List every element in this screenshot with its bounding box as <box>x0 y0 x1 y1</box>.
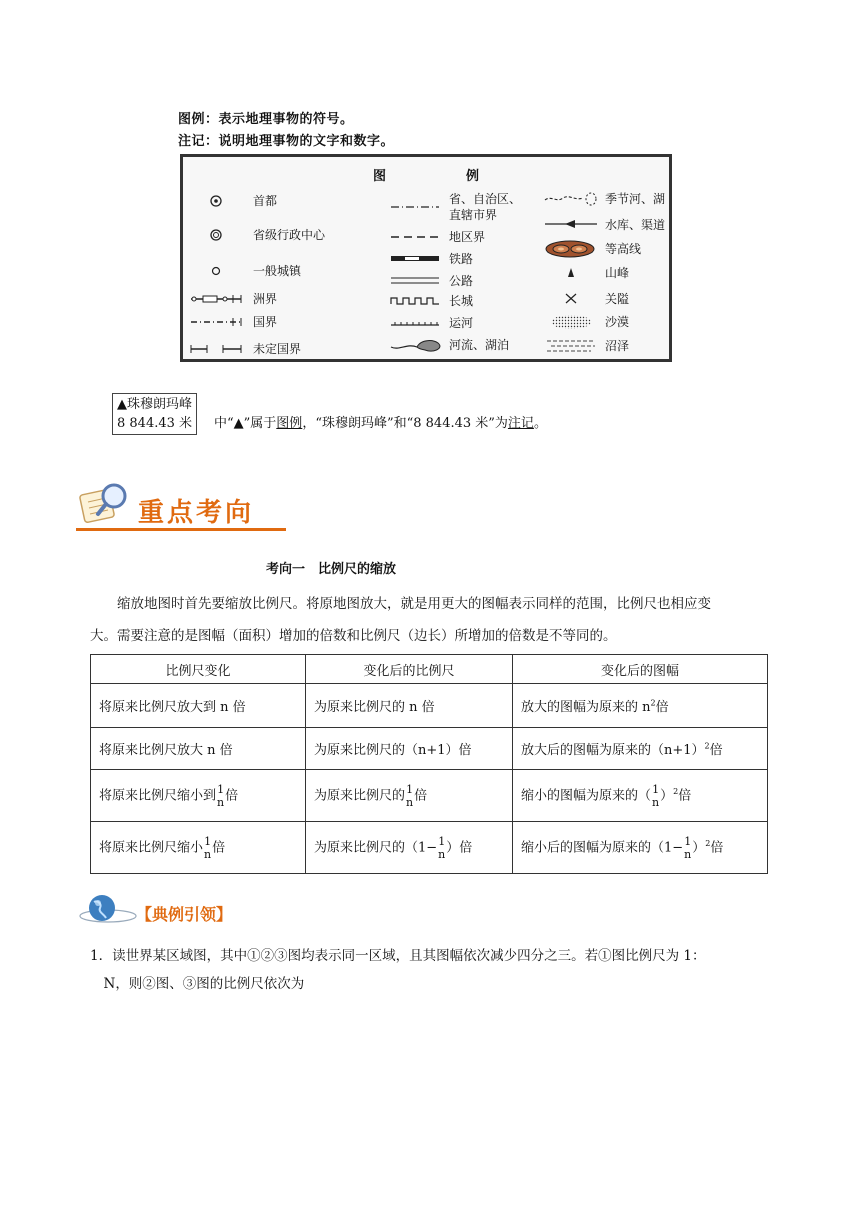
table-row <box>91 822 768 874</box>
legend-reservoir: 水库、渠道 <box>543 217 673 233</box>
note-term: 注记 <box>507 416 534 431</box>
figure-caption-2: 注记：说明地理事物的文字和数字。 <box>178 134 395 149</box>
table-cell: 将原来比例尺缩小到 1 n 倍 <box>91 770 306 822</box>
table-cell: 为原来比例尺的（n+1）倍 <box>306 728 513 770</box>
table-cell: 放大后的图幅为原来的$(n+1)^2$倍 <box>513 728 768 770</box>
continent-boundary-icon <box>189 291 243 309</box>
globe-icon <box>78 892 138 930</box>
contour-icon <box>543 239 599 263</box>
undetermined-boundary-icon <box>189 341 243 359</box>
legend-title: 图 例 <box>372 169 480 184</box>
legend-national-boundary: 国界 <box>189 314 359 330</box>
table-cell: 为原来比例尺的 n 倍 <box>306 684 513 728</box>
table-header: 比例尺变化 <box>91 655 306 684</box>
legend-district-boundary: 地区界 <box>389 229 539 245</box>
scale-change-table <box>90 654 768 874</box>
seasonal-river-icon <box>543 191 599 211</box>
legend-undetermined-boundary: 未定国界 <box>189 341 359 357</box>
section-title: 重点考向 <box>138 498 255 528</box>
town-icon <box>209 263 223 281</box>
legend-highway: 公路 <box>389 273 539 289</box>
national-boundary-icon <box>189 314 243 332</box>
table-cell: 缩小的图幅为原来的（ 1 n ）$^2$倍 <box>513 770 768 822</box>
legend-seasonal-river: 季节河、湖 <box>543 191 673 207</box>
legend-canal: 运河 <box>389 315 539 331</box>
legend-town: 一般城镇 <box>209 263 359 279</box>
legend-river-lake: 河流、湖泊 <box>389 337 539 353</box>
table-header: 变化后的比例尺 <box>306 655 513 684</box>
table-cell: 缩小后的图幅为原来的（1− 1 n ）$^2$倍 <box>513 822 768 874</box>
legend-desert: 沙漠 <box>543 313 673 331</box>
magnifier-note-icon <box>78 480 134 532</box>
table-header: 变化后的图幅 <box>513 655 768 684</box>
paragraph-line-2: 大。需要注意的是图幅（面积）增加的倍数和比例尺（边长）所增加的倍数是不等同的。 <box>90 628 617 644</box>
table-cell: 将原来比例尺放大 n 倍 <box>91 728 306 770</box>
legend-province-boundary: 省、自治区、 直辖市界 <box>389 191 539 225</box>
paragraph-line-1: 缩放地图时首先要缩放比例尺。将原地图放大，就是用更大的图幅表示同样的范围，比例尺也相应变 <box>117 596 711 612</box>
capital-icon <box>209 193 223 211</box>
legend-pass: 关隘 <box>543 291 673 307</box>
table-cell: 放大的图幅为原来的 $n^2$倍 <box>513 684 768 728</box>
table-row <box>91 770 768 822</box>
table-cell: 为原来比例尺的 1 n 倍 <box>306 770 513 822</box>
legend-capital: 首都 <box>209 193 359 209</box>
legend-swamp: 沼泽 <box>543 337 673 355</box>
section-subtitle: 考向一 比例尺的缩放 <box>266 562 397 577</box>
river-lake-icon <box>389 337 443 357</box>
railway-icon <box>389 251 441 269</box>
legend-contour: 等高线 <box>543 239 673 259</box>
section-underline <box>76 528 286 531</box>
legend-railway: 铁路 <box>389 251 539 267</box>
provincial-center-icon <box>209 227 223 245</box>
great-wall-icon <box>389 293 441 311</box>
peak-example-text: 中“▲”属于图例，“珠穆朗玛峰”和“8 844.43 米”为注记。 <box>214 416 547 431</box>
example-heading: 【典例引领】 <box>136 905 233 924</box>
pass-icon <box>543 291 599 309</box>
legend-peak: 山峰 <box>543 265 673 281</box>
legend-continent-boundary: 洲界 <box>189 291 359 307</box>
canal-icon <box>389 315 441 333</box>
desert-icon <box>543 313 599 335</box>
figure-caption-1: 图例：表示地理事物的符号。 <box>178 112 354 127</box>
table-row <box>91 684 768 728</box>
peak-icon <box>543 265 599 283</box>
table-cell: 将原来比例尺缩小 1 n 倍 <box>91 822 306 874</box>
legend-term: 图例 <box>276 416 303 431</box>
highway-icon <box>389 273 441 291</box>
legend-panel <box>180 154 672 362</box>
table-cell: 为原来比例尺的（1− 1 n ）倍 <box>306 822 513 874</box>
legend-provincial-center: 省级行政中心 <box>209 227 359 243</box>
swamp-icon <box>543 337 599 359</box>
legend-great-wall: 长城 <box>389 293 539 309</box>
reservoir-icon <box>543 217 599 235</box>
district-boundary-icon <box>389 229 441 247</box>
table-row <box>91 728 768 770</box>
table-header-row <box>91 655 768 684</box>
province-boundary-icon <box>389 201 441 217</box>
peak-example-box: ▲珠穆朗玛峰 8 844.43 米 <box>112 393 197 435</box>
question-1: 1．读世界某区域图，其中①②③图均表示同一区域，且其图幅依次减少四分之三。若①图比例尺为 1： N，则②图、③图的比例尺依次为 <box>90 948 706 992</box>
table-cell: 将原来比例尺放大到 n 倍 <box>91 684 306 728</box>
